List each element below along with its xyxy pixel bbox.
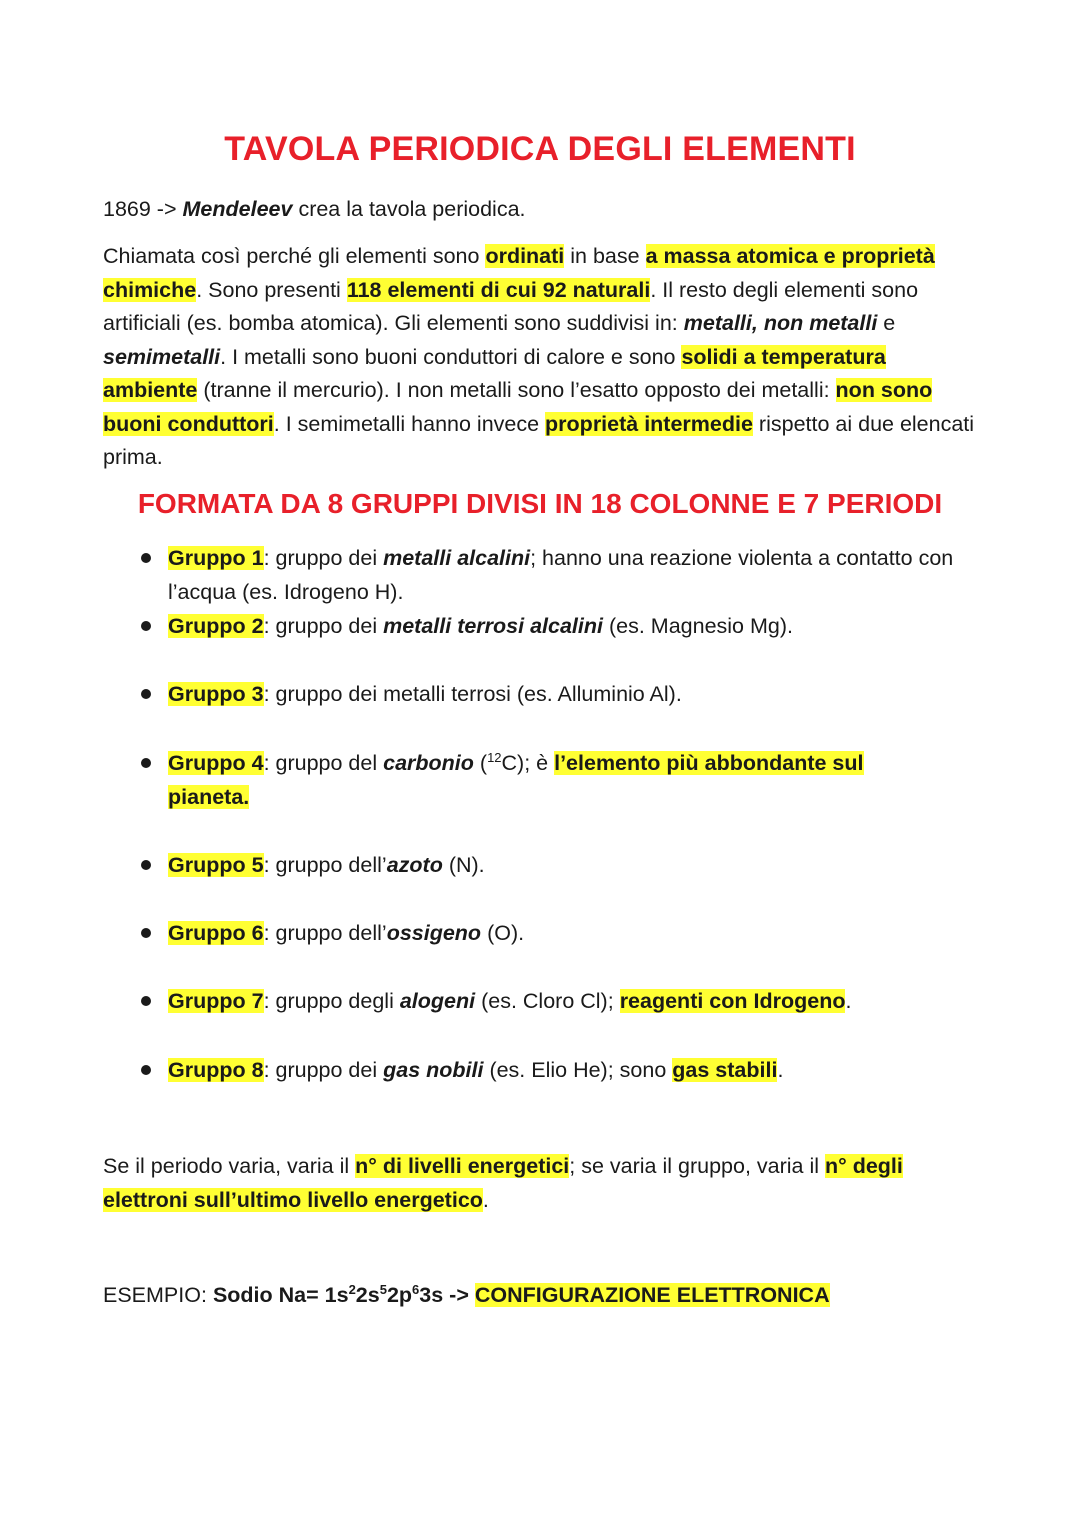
bullet-icon <box>138 1062 154 1078</box>
formula-part: 2p <box>386 1283 413 1307</box>
group-label: Gruppo 6 <box>168 921 264 945</box>
text-span: : gruppo del <box>263 751 378 775</box>
emphasis: metalli terrosi alcalini <box>383 614 603 638</box>
formula-part: 2s <box>355 1283 380 1307</box>
text-span: : gruppo dei <box>263 614 378 638</box>
list-item-group-6 <box>168 917 983 951</box>
list-item-group-7 <box>168 985 983 1019</box>
emphasis: azoto <box>386 853 443 877</box>
superscript: 12 <box>487 749 502 765</box>
group-label: Gruppo 8 <box>168 1058 264 1082</box>
superscript: 6 <box>412 1281 420 1297</box>
bullet-icon <box>138 550 154 566</box>
text-span: . Il resto degli elementi sono artificiali (es. bomba atomica). Gli elementi sono suddivisi in: <box>103 277 919 335</box>
text-span: rispetto ai due elencati prima. <box>103 411 975 469</box>
text-span: . <box>845 989 852 1013</box>
text-span: ( <box>479 751 488 775</box>
page-title: TAVOLA PERIODICA DEGLI ELEMENTI <box>224 130 856 168</box>
emphasis: ossigeno <box>386 921 482 945</box>
list-item-group-2 <box>168 610 983 644</box>
group-label: Gruppo 2 <box>168 614 264 638</box>
highlight: reagenti con Idrogeno <box>619 989 846 1013</box>
highlight: ordinati <box>485 244 565 268</box>
text-span: (O). <box>487 921 525 945</box>
text-span: . I semimetalli hanno invece <box>273 411 540 436</box>
group-label: Gruppo 3 <box>168 682 264 706</box>
group-label: Gruppo 1 <box>168 546 264 570</box>
text-span: : gruppo dei <box>263 546 378 570</box>
text-span: (es. Elio He); sono <box>489 1058 667 1082</box>
list-item-group-1 <box>168 542 983 609</box>
list-item-group-8 <box>168 1054 983 1088</box>
highlight: proprietà intermedie <box>545 411 753 436</box>
text-span: ; se varia il gruppo, varia il <box>569 1154 820 1178</box>
example-label: ESEMPIO: <box>103 1283 207 1307</box>
emphasis: metalli alcalini <box>383 546 531 570</box>
text-span: C); è <box>501 751 549 775</box>
highlight: n° degli elettroni sull’ultimo livello energetico <box>103 1154 903 1212</box>
text-span: in base <box>570 244 640 268</box>
text-span: ; hanno una reazione violenta a contatto con l’acqua (es. Idrogeno H). <box>168 546 954 604</box>
highlight: 118 elementi di cui 92 naturali <box>346 277 651 302</box>
bullet-icon <box>138 686 154 702</box>
bullet-icon <box>138 925 154 941</box>
highlight: solidi a temperatura ambiente <box>103 344 886 402</box>
highlight: gas stabili <box>672 1058 778 1082</box>
text-span: . <box>482 1187 489 1212</box>
text-span: : gruppo dei metalli terrosi (es. Alluminio Al). <box>263 682 682 706</box>
bullet-icon <box>138 857 154 873</box>
example-line <box>103 1279 983 1313</box>
text-span: Chiamata così perché gli elementi sono <box>103 244 480 268</box>
list-item-group-5 <box>168 849 983 883</box>
emphasis: alogeni <box>399 989 476 1013</box>
list-item-group-4 <box>168 747 928 814</box>
text-span: e <box>883 311 896 335</box>
emphasis: carbonio <box>383 751 474 775</box>
intro-year: 1869 -> <box>103 197 177 221</box>
bullet-icon <box>138 618 154 634</box>
emphasis: semimetalli <box>103 344 221 369</box>
text-span: (es. Cloro Cl); <box>481 989 614 1013</box>
bullet-icon <box>138 993 154 1009</box>
text-span: : gruppo degli <box>263 989 394 1013</box>
text-span: : gruppo dell’ <box>263 853 387 877</box>
intro-paragraph <box>103 240 983 475</box>
text-span: Se il periodo varia, varia il <box>103 1154 350 1178</box>
group-label: Gruppo 7 <box>168 989 264 1013</box>
text-span: . I metalli sono buoni conduttori di calore e sono <box>220 344 676 369</box>
highlight: non sono buoni conduttori <box>103 378 933 436</box>
emphasis: metalli, <box>683 311 758 335</box>
text-span: . Sono presenti <box>196 277 341 302</box>
group-label: Gruppo 5 <box>168 853 264 877</box>
highlight: a massa atomica e proprietà chimiche <box>103 244 935 302</box>
text-span: (N). <box>448 853 485 877</box>
emphasis: non metalli <box>763 311 878 335</box>
intro-line <box>103 193 983 227</box>
text-span: (es. Magnesio Mg). <box>608 614 793 638</box>
period-paragraph <box>103 1150 903 1217</box>
emphasis: gas nobili <box>383 1058 484 1082</box>
text-span: . <box>777 1058 784 1082</box>
text-span: (tranne il mercurio). I non metalli sono l’esatto opposto dei metalli: <box>203 378 830 402</box>
highlight: CONFIGURAZIONE ELETTRONICA <box>474 1283 830 1307</box>
intro-rest: crea la tavola periodica. <box>298 197 526 221</box>
formula-part: Sodio Na= 1s <box>212 1283 349 1307</box>
highlight: l’elemento più abbondante sul pianeta. <box>168 751 864 809</box>
intro-name: Mendeleev <box>182 197 293 221</box>
section-subtitle: FORMATA DA 8 GRUPPI DIVISI IN 18 COLONNE E 7 PERIODI <box>137 488 943 519</box>
group-label: Gruppo 4 <box>168 751 264 775</box>
highlight: n° di livelli energetici <box>355 1154 570 1178</box>
text-span: : gruppo dell’ <box>263 921 387 945</box>
bullet-icon <box>138 755 154 771</box>
superscript: 2 <box>348 1281 356 1297</box>
text-span: : gruppo dei <box>263 1058 378 1082</box>
example-formula <box>213 1283 469 1307</box>
superscript: 5 <box>379 1281 387 1297</box>
formula-part: 3s -> <box>419 1283 469 1307</box>
list-item-group-3 <box>168 678 983 712</box>
